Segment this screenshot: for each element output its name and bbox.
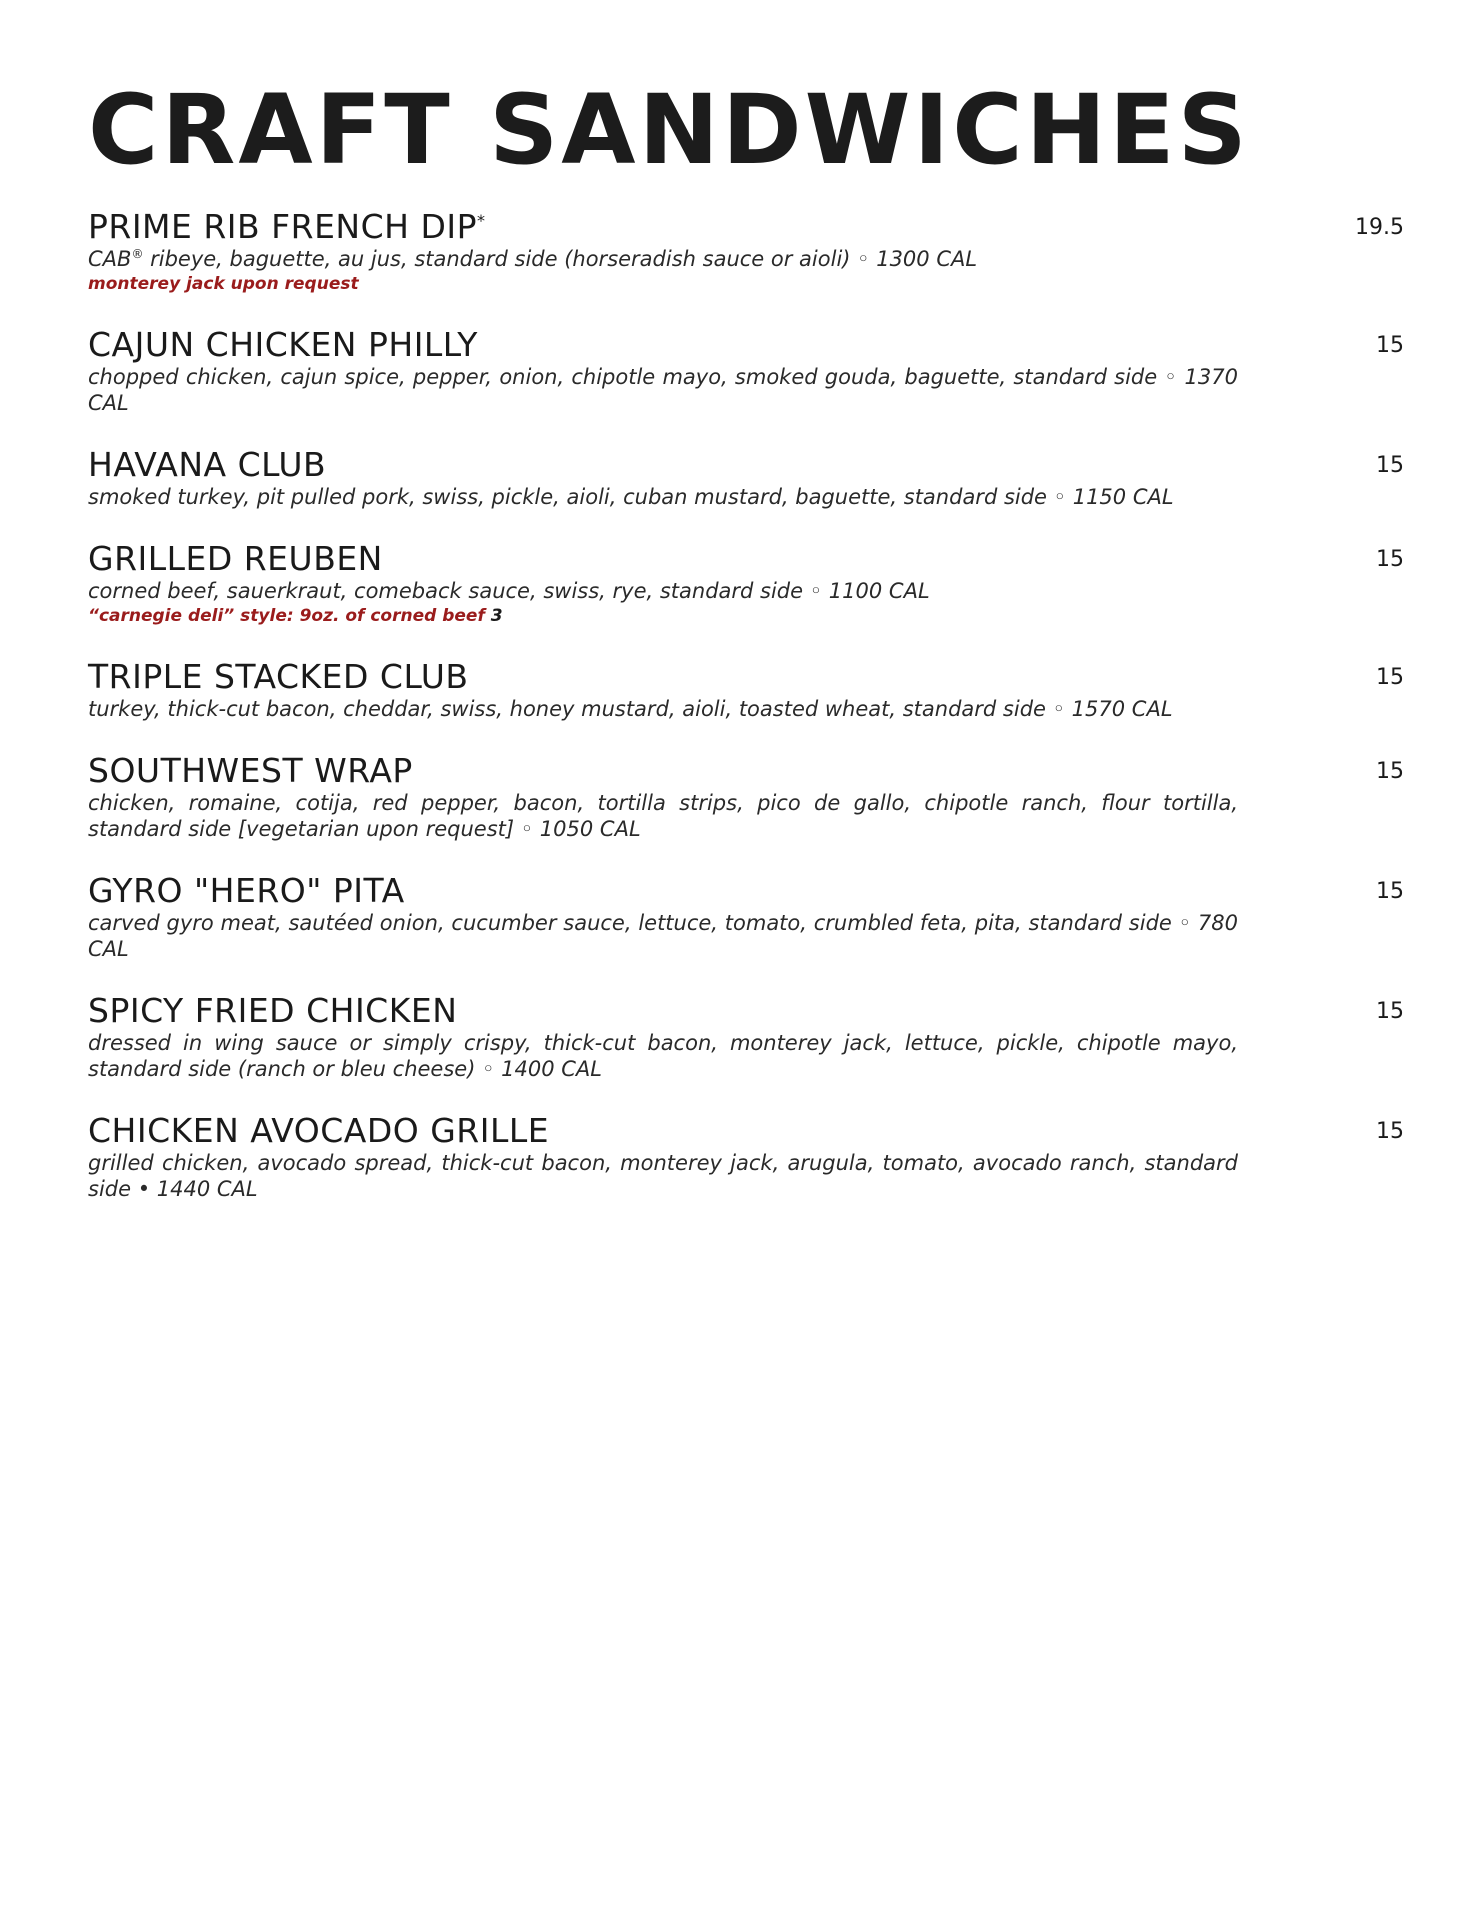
item-price: 15 — [1376, 453, 1404, 478]
item-price: 15 — [1376, 1119, 1404, 1144]
menu-item-havana-club — [88, 446, 1404, 510]
item-description: smoked turkey, pit pulled pork, swiss, pickle, aioli, cuban mustard, baguette, standard side ◦ 1150 CAL — [88, 485, 1174, 509]
item-description: dressed in wing sauce or simply crispy, thick-cut bacon, monterey jack, lettuce, pickle, chipotle mayo, standard side (ranch or bleu cheese) ◦ 1400 CAL — [88, 1031, 1238, 1081]
item-description: grilled chicken, avocado spread, thick-cut bacon, monterey jack, arugula, tomato, avocado ranch, standard side • 1440 CAL — [88, 1151, 1238, 1201]
menu-item-cajun-chicken-philly — [88, 326, 1404, 416]
menu-item-spicy-fried-chicken — [88, 992, 1404, 1082]
item-description: chopped chicken, cajun spice, pepper, onion, chipotle mayo, smoked gouda, baguette, standard side ◦ 1370 CAL — [88, 365, 1238, 415]
item-name: GYRO "HERO" PITA — [88, 871, 405, 910]
item-name: SOUTHWEST WRAP — [88, 751, 413, 790]
item-description: turkey, thick-cut bacon, cheddar, swiss, honey mustard, aioli, toasted wheat, standard side ◦ 1570 CAL — [88, 697, 1173, 721]
item-name: GRILLED REUBEN — [88, 539, 383, 578]
item-price: 15 — [1376, 547, 1404, 572]
item-name: SPICY FRIED CHICKEN — [88, 991, 458, 1030]
item-name: TRIPLE STACKED CLUB — [88, 657, 469, 696]
item-name: CAJUN CHICKEN PHILLY — [88, 325, 478, 364]
item-name: PRIME RIB FRENCH DIP* — [88, 207, 486, 246]
item-note: monterey jack upon request — [88, 274, 359, 294]
menu-item-gyro-hero-pita — [88, 872, 1404, 962]
item-name: CHICKEN AVOCADO GRILLE — [88, 1111, 550, 1150]
registered-mark: ® — [131, 247, 144, 261]
menu-title: CRAFT SANDWICHES — [88, 74, 1250, 186]
menu-item-southwest-wrap — [88, 752, 1404, 842]
item-price: 15 — [1376, 665, 1404, 690]
item-price: 15 — [1376, 999, 1404, 1024]
item-note: “carnegie deli” style: 9oz. of corned beef 3 — [88, 606, 503, 626]
menu-items — [88, 208, 1404, 1202]
item-description: chicken, romaine, cotija, red pepper, bacon, tortilla strips, pico de gallo, chipotle ranch, flour tortilla, standard side [vegetarian upon request] ◦ 1050 CAL — [88, 791, 1238, 841]
item-price: 15 — [1376, 333, 1404, 358]
item-price: 19.5 — [1355, 215, 1404, 240]
item-description: CAB® ribeye, baguette, au jus, standard side (horseradish sauce or aioli) ◦ 1300 CAL — [88, 247, 978, 271]
menu-item-chicken-avocado-grille — [88, 1112, 1404, 1202]
name-footnote-mark: * — [477, 211, 486, 230]
item-price: 15 — [1376, 759, 1404, 784]
item-description: corned beef, sauerkraut, comeback sauce, swiss, rye, standard side ◦ 1100 CAL — [88, 579, 930, 603]
item-description: carved gyro meat, sautéed onion, cucumber sauce, lettuce, tomato, crumbled feta, pita, standard side ◦ 780 CAL — [88, 911, 1238, 961]
menu-page — [88, 70, 1404, 1232]
menu-item-prime-rib-french-dip — [88, 208, 1404, 296]
item-price: 15 — [1376, 879, 1404, 904]
menu-item-grilled-reuben — [88, 540, 1404, 628]
item-note-upcharge: 3 — [490, 606, 503, 626]
item-name: HAVANA CLUB — [88, 445, 327, 484]
menu-item-triple-stacked-club — [88, 658, 1404, 722]
